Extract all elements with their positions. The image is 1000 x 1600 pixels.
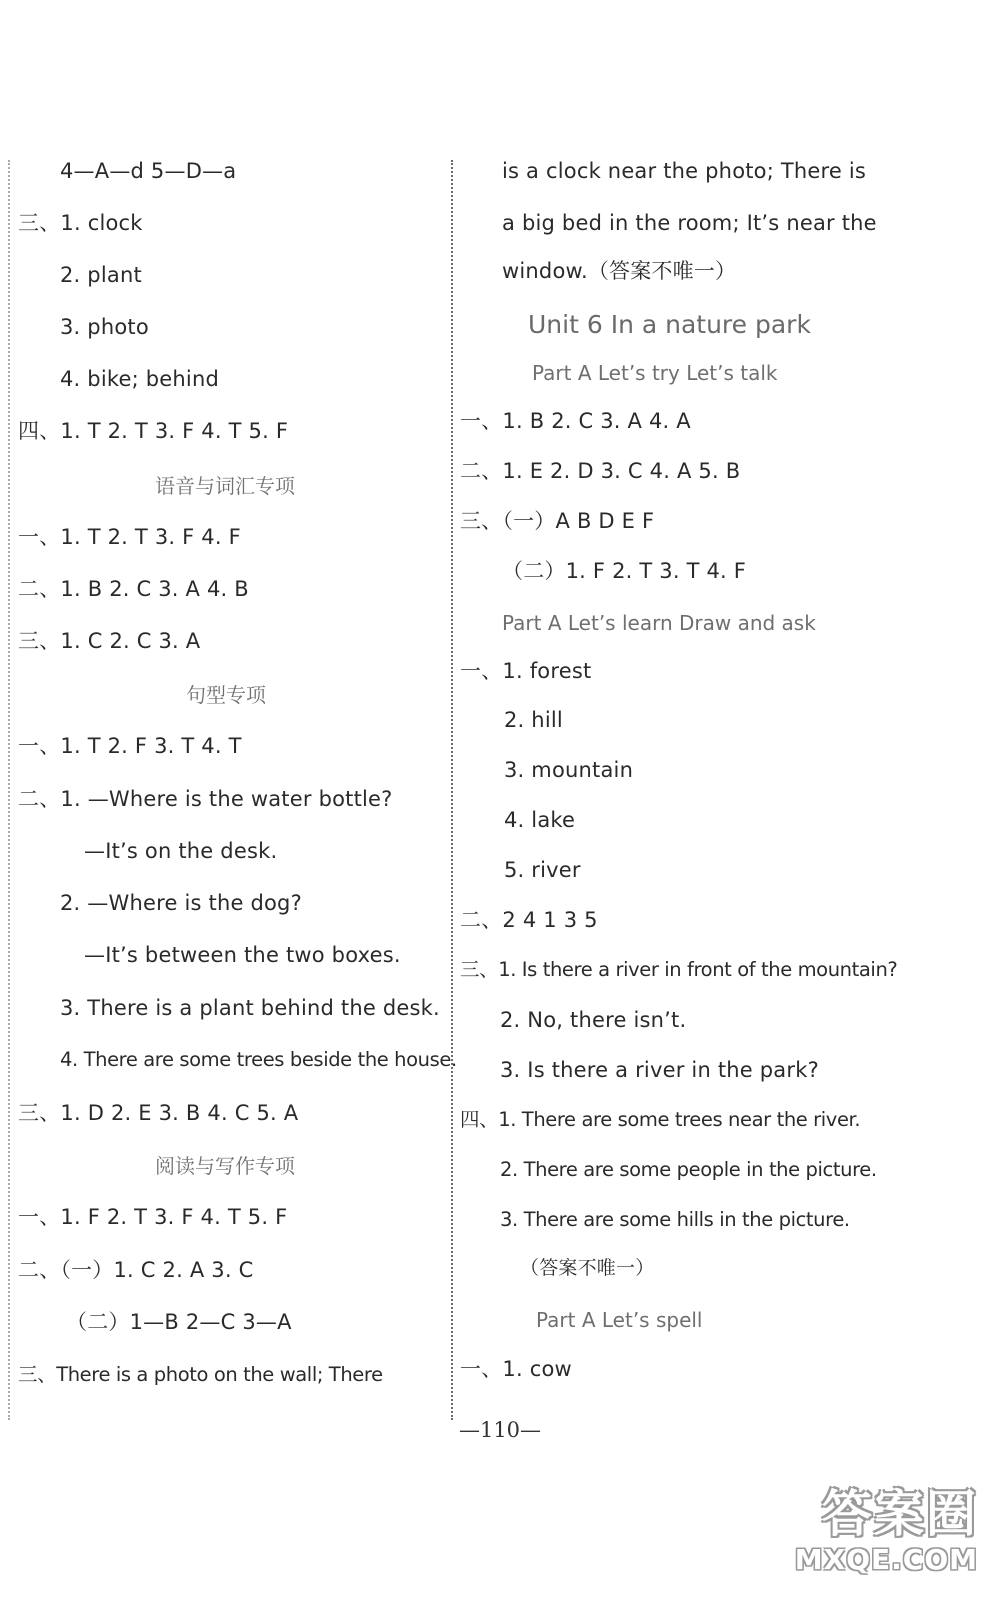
answer-line: 3. mountain bbox=[504, 758, 634, 782]
answer-line: 一、1. T 2. F 3. T 4. T bbox=[18, 734, 242, 758]
unit-title: Unit 6 In a nature park bbox=[528, 310, 811, 339]
answer-line: a big bed in the room; It’s near the bbox=[502, 211, 877, 235]
answer-line: 二、2 4 1 3 5 bbox=[460, 908, 598, 932]
answer-line: 四、1. There are some trees near the river. bbox=[460, 1108, 861, 1131]
section-heading: 句型专项 bbox=[186, 683, 266, 707]
answer-line: 三、There is a photo on the wall; There bbox=[18, 1363, 383, 1386]
answer-line: 三、1. D 2. E 3. B 4. C 5. A bbox=[18, 1101, 299, 1125]
answer-line: 5. river bbox=[504, 858, 581, 882]
answer-line: 一、1. B 2. C 3. A 4. A bbox=[460, 409, 691, 433]
answer-line: —It’s between the two boxes. bbox=[84, 943, 401, 967]
answer-line: 四、1. T 2. T 3. F 4. T 5. F bbox=[18, 419, 289, 443]
answer-line: 一、1. forest bbox=[460, 659, 592, 683]
answer-line: 3. photo bbox=[60, 315, 149, 339]
answer-line: is a clock near the photo; There is bbox=[502, 159, 867, 183]
answer-line: 2. hill bbox=[504, 708, 563, 732]
watermark-url: MXQE.COM bbox=[794, 1543, 978, 1576]
watermark-logo-text: 答案圈 bbox=[822, 1485, 978, 1543]
answer-line: 4. bike; behind bbox=[60, 367, 219, 391]
answer-line: 三、1. Is there a river in front of the mountain? bbox=[460, 958, 898, 981]
answer-line: 一、1. cow bbox=[460, 1357, 572, 1381]
answer-line: 4. There are some trees beside the house. bbox=[60, 1048, 457, 1071]
answer-line: 一、1. F 2. T 3. F 4. T 5. F bbox=[18, 1205, 288, 1229]
answer-line: 3. Is there a river in the park? bbox=[500, 1058, 819, 1082]
answer-line: 4. lake bbox=[504, 808, 576, 832]
answer-line: 二、1. B 2. C 3. A 4. B bbox=[18, 577, 249, 601]
answer-line: 三、1. C 2. C 3. A bbox=[18, 629, 201, 653]
part-heading: Part A Let’s learn Draw and ask bbox=[502, 611, 816, 635]
part-heading: Part A Let’s spell bbox=[536, 1308, 703, 1332]
answer-line: 二、1. E 2. D 3. C 4. A 5. B bbox=[460, 459, 741, 483]
answer-line: 2. No, there isn’t. bbox=[500, 1008, 687, 1032]
answer-line: 3. There is a plant behind the desk. bbox=[60, 996, 440, 1020]
answer-line: 4—A—d 5—D—a bbox=[60, 159, 237, 183]
answer-note: （答案不唯一） bbox=[520, 1257, 655, 1279]
answer-line: 一、1. T 2. T 3. F 4. F bbox=[18, 525, 241, 549]
answer-line: 三、（一）A B D E F bbox=[460, 509, 655, 533]
page-number: —110— bbox=[458, 1418, 542, 1442]
answer-line: 三、1. clock bbox=[18, 211, 143, 235]
answer-line: 2. plant bbox=[60, 263, 142, 287]
watermark-logo bbox=[788, 1485, 978, 1585]
answer-line: 二、1. —Where is the water bottle? bbox=[18, 787, 393, 811]
column-divider bbox=[451, 160, 453, 1420]
answer-line: 3. There are some hills in the picture. bbox=[500, 1208, 850, 1231]
answer-line: （二）1. F 2. T 3. T 4. F bbox=[502, 559, 747, 583]
section-heading: 阅读与写作专项 bbox=[155, 1154, 295, 1178]
answer-line: 2. There are some people in the picture. bbox=[500, 1158, 877, 1181]
left-margin-rule bbox=[8, 160, 10, 1420]
answer-line: 二、（一）1. C 2. A 3. C bbox=[18, 1258, 254, 1282]
section-heading: 语音与词汇专项 bbox=[155, 474, 295, 498]
answer-line: （二）1—B 2—C 3—A bbox=[66, 1310, 292, 1334]
part-heading: Part A Let’s try Let’s talk bbox=[532, 361, 778, 385]
answer-line: 2. —Where is the dog? bbox=[60, 891, 302, 915]
answer-line: —It’s on the desk. bbox=[84, 839, 278, 863]
answer-line: window.（答案不唯一） bbox=[502, 259, 737, 283]
